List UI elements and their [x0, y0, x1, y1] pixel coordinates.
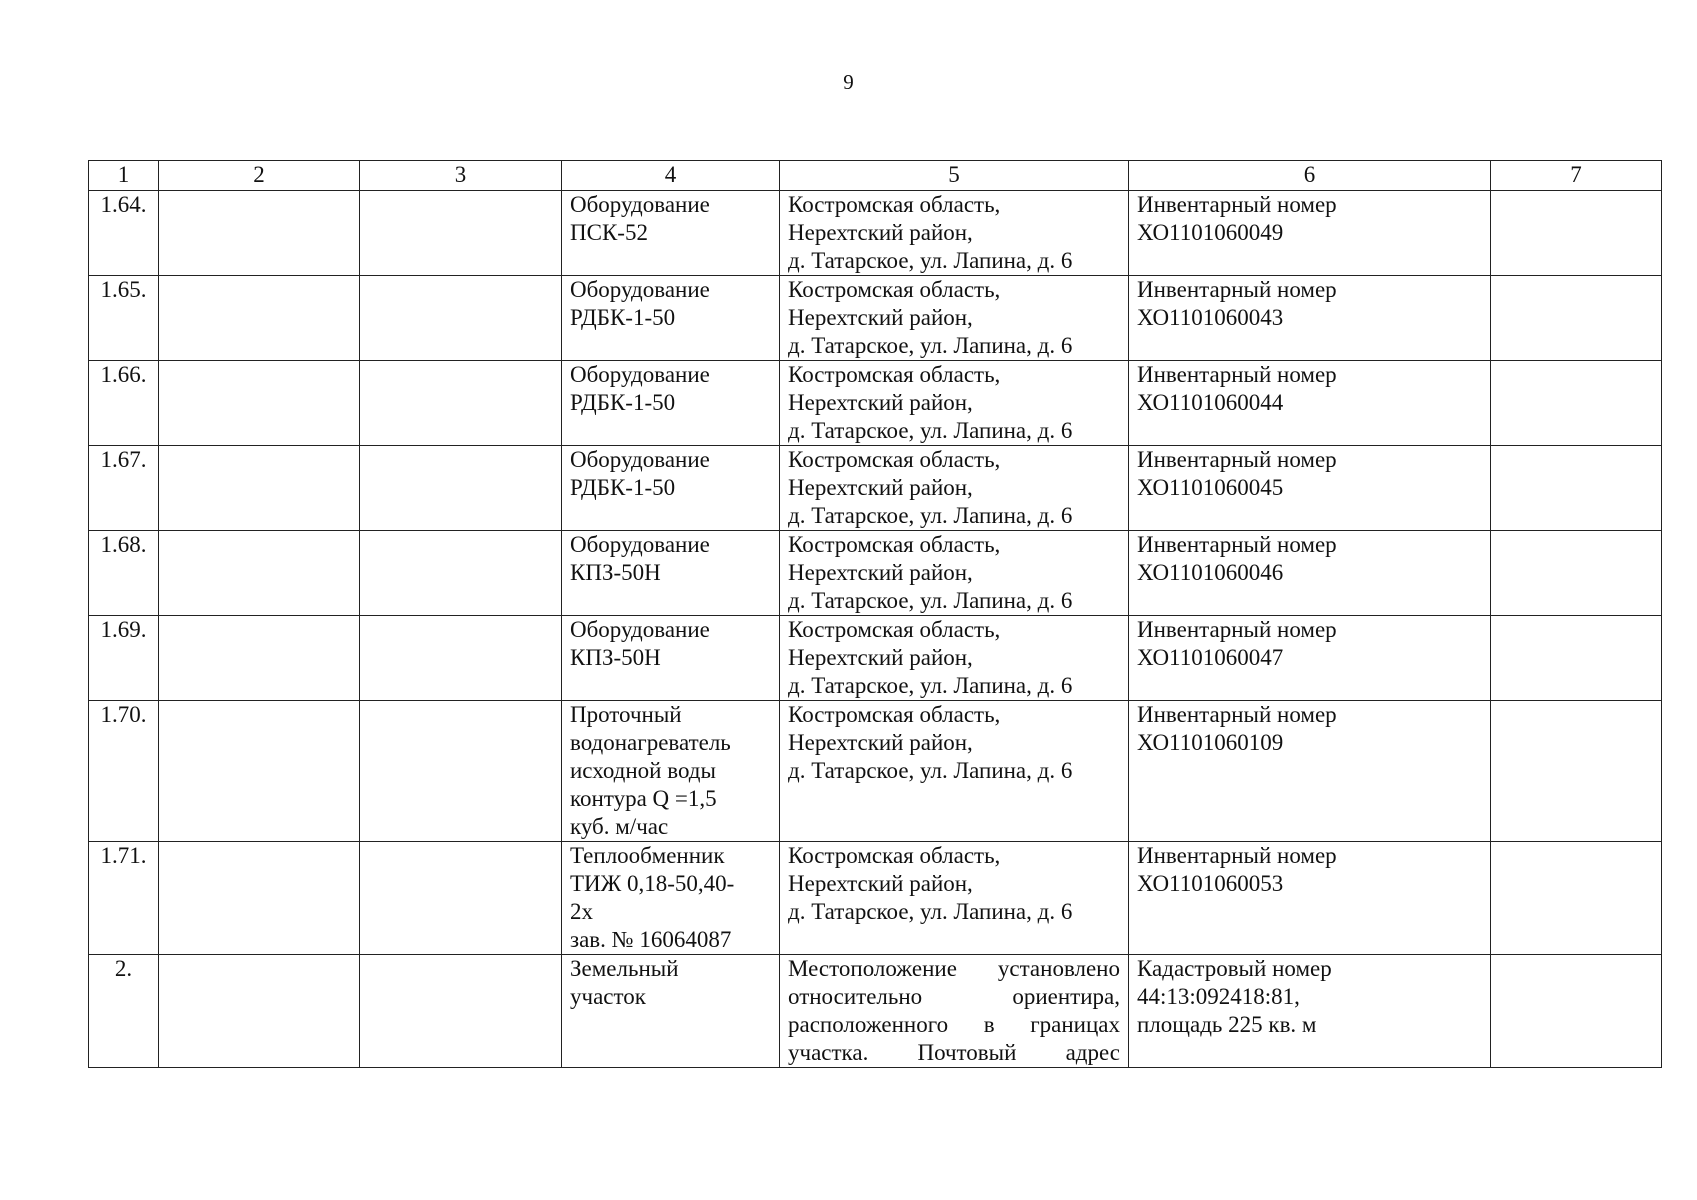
- object-details: Инвентарный номер ХО1101060049: [1129, 191, 1491, 276]
- row-number: 1.69.: [89, 616, 159, 701]
- cell-col3: [360, 955, 562, 1068]
- object-details: Инвентарный номер ХО1101060043: [1129, 276, 1491, 361]
- cell-col3: [360, 446, 562, 531]
- cell-col7: [1491, 701, 1662, 842]
- object-details: Кадастровый номер 44:13:092418:81, площадь 225 кв. м: [1129, 955, 1491, 1068]
- cell-col7: [1491, 446, 1662, 531]
- object-address: Костромская область, Нерехтский район, д. Татарское, ул. Лапина, д. 6: [780, 531, 1129, 616]
- property-register-table: [88, 160, 1662, 1068]
- cell-col7: [1491, 191, 1662, 276]
- object-name: Оборудование РДБК-1-50: [562, 361, 780, 446]
- object-name: Оборудование КПЗ-50Н: [562, 616, 780, 701]
- object-address: Костромская область, Нерехтский район, д. Татарское, ул. Лапина, д. 6: [780, 616, 1129, 701]
- table-row: [89, 701, 1662, 842]
- cell-col2: [159, 955, 360, 1068]
- object-details: Инвентарный номер ХО1101060044: [1129, 361, 1491, 446]
- object-name: Оборудование КПЗ-50Н: [562, 531, 780, 616]
- object-name: Земельный участок: [562, 955, 780, 1068]
- column-header-4: 4: [562, 161, 780, 191]
- cell-col3: [360, 191, 562, 276]
- cell-col2: [159, 616, 360, 701]
- table-row: [89, 361, 1662, 446]
- object-name: Оборудование РДБК-1-50: [562, 276, 780, 361]
- table-row: [89, 191, 1662, 276]
- cell-col3: [360, 701, 562, 842]
- row-number: 1.71.: [89, 842, 159, 955]
- cell-col3: [360, 531, 562, 616]
- object-name: Оборудование ПСК-52: [562, 191, 780, 276]
- object-details: Инвентарный номер ХО1101060053: [1129, 842, 1491, 955]
- row-number: 1.66.: [89, 361, 159, 446]
- object-details: Инвентарный номер ХО1101060046: [1129, 531, 1491, 616]
- object-name: Проточный водонагреватель исходной воды контура Q =1,5 куб. м/час: [562, 701, 780, 842]
- cell-col2: [159, 842, 360, 955]
- row-number: 1.64.: [89, 191, 159, 276]
- row-number: 1.70.: [89, 701, 159, 842]
- page-number: 9: [843, 70, 854, 94]
- cell-col3: [360, 842, 562, 955]
- row-number: 2.: [89, 955, 159, 1068]
- object-address: Костромская область, Нерехтский район, д. Татарское, ул. Лапина, д. 6: [780, 191, 1129, 276]
- object-name: Теплообменник ТИЖ 0,18-50,40- 2х зав. № 16064087: [562, 842, 780, 955]
- column-header-6: 6: [1129, 161, 1491, 191]
- table-row: [89, 531, 1662, 616]
- cell-col2: [159, 531, 360, 616]
- cell-col3: [360, 361, 562, 446]
- cell-col7: [1491, 955, 1662, 1068]
- table-row: [89, 276, 1662, 361]
- row-number: 1.65.: [89, 276, 159, 361]
- cell-col2: [159, 191, 360, 276]
- cell-col2: [159, 701, 360, 842]
- cell-col2: [159, 446, 360, 531]
- column-header-3: 3: [360, 161, 562, 191]
- object-details: Инвентарный номер ХО1101060047: [1129, 616, 1491, 701]
- column-header-5: 5: [780, 161, 1129, 191]
- column-header-1: 1: [89, 161, 159, 191]
- cell-col7: [1491, 616, 1662, 701]
- table-row: [89, 616, 1662, 701]
- row-number: 1.68.: [89, 531, 159, 616]
- table-row: [89, 955, 1662, 1068]
- cell-col7: [1491, 531, 1662, 616]
- object-address: Местоположение установлено относительно ориентира, расположенного в границах участка. Почтовый адрес: [780, 955, 1129, 1068]
- table-row: [89, 446, 1662, 531]
- table-row: [89, 842, 1662, 955]
- object-details: Инвентарный номер ХО1101060109: [1129, 701, 1491, 842]
- cell-col3: [360, 616, 562, 701]
- cell-col2: [159, 276, 360, 361]
- row-number: 1.67.: [89, 446, 159, 531]
- cell-col3: [360, 276, 562, 361]
- object-details: Инвентарный номер ХО1101060045: [1129, 446, 1491, 531]
- object-address: Костромская область, Нерехтский район, д. Татарское, ул. Лапина, д. 6: [780, 276, 1129, 361]
- object-address: Костромская область, Нерехтский район, д. Татарское, ул. Лапина, д. 6: [780, 842, 1129, 955]
- object-address: Костромская область, Нерехтский район, д. Татарское, ул. Лапина, д. 6: [780, 701, 1129, 842]
- column-header-7: 7: [1491, 161, 1662, 191]
- column-header-2: 2: [159, 161, 360, 191]
- cell-col2: [159, 361, 360, 446]
- table-header-row: [89, 161, 1662, 191]
- object-name: Оборудование РДБК-1-50: [562, 446, 780, 531]
- cell-col7: [1491, 276, 1662, 361]
- cell-col7: [1491, 842, 1662, 955]
- object-address: Костромская область, Нерехтский район, д. Татарское, ул. Лапина, д. 6: [780, 361, 1129, 446]
- cell-col7: [1491, 361, 1662, 446]
- object-address: Костромская область, Нерехтский район, д. Татарское, ул. Лапина, д. 6: [780, 446, 1129, 531]
